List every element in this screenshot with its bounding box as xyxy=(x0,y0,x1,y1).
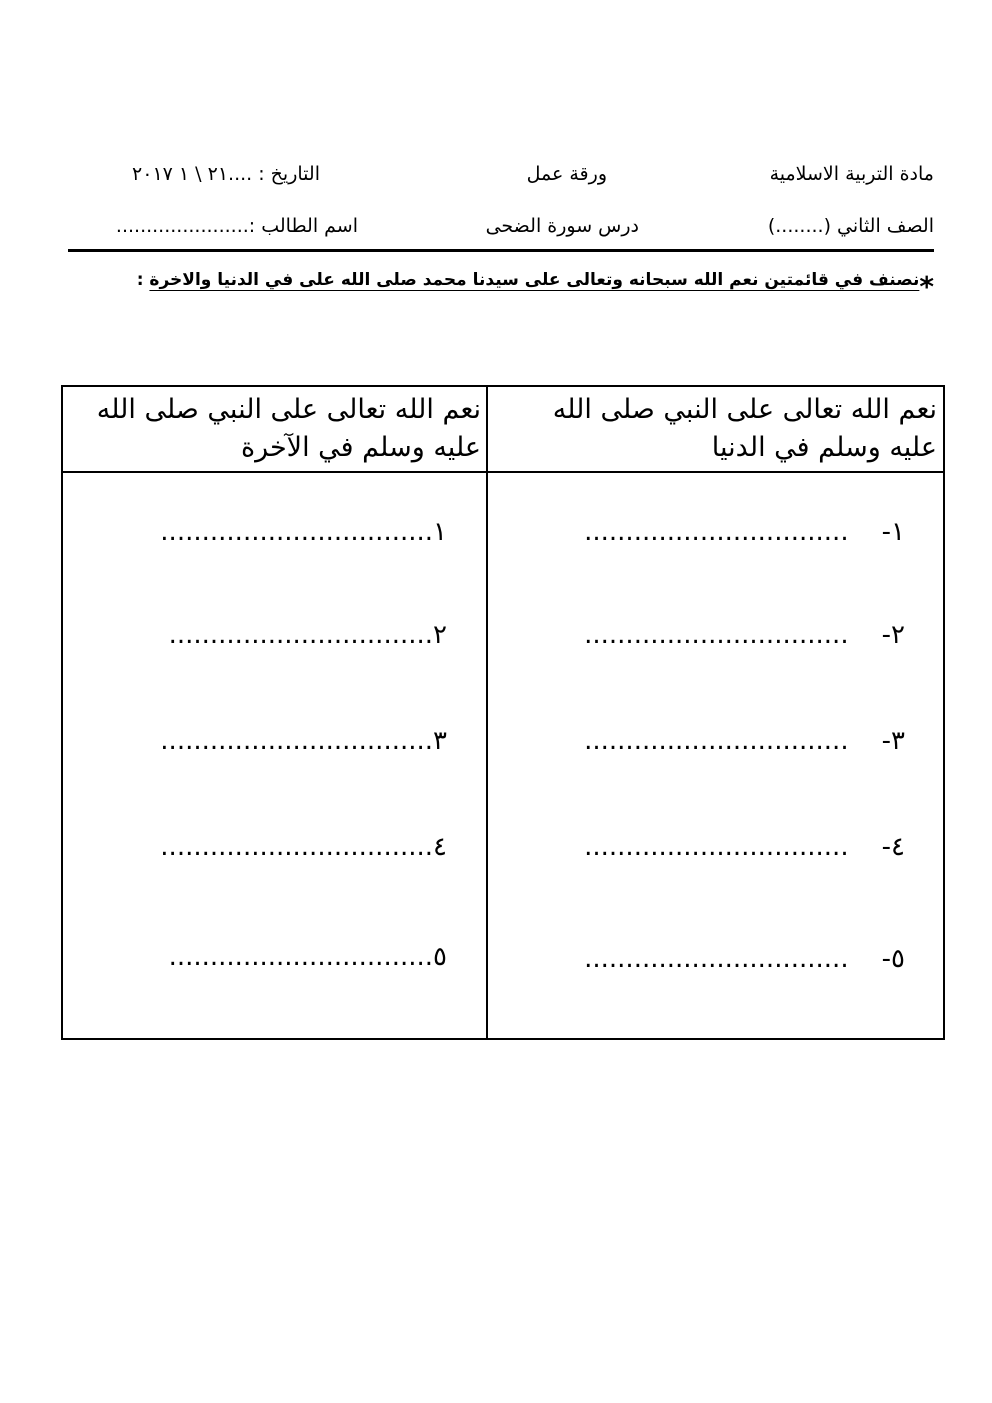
answer-blank[interactable]: ................................ xyxy=(584,620,849,650)
list-item xyxy=(584,832,905,862)
instruction-text: نصنف في قائمتين نعم الله سبحانه وتعالى على سيدنا محمد صلى الله على في الدنيا والاخرة xyxy=(149,270,920,290)
subject-label: مادة التربية الاسلامية xyxy=(769,163,934,185)
answer-blank[interactable]: ................................ xyxy=(168,620,434,650)
column-divider xyxy=(486,387,488,1038)
item-number: ٣- xyxy=(881,726,905,756)
answer-blank[interactable]: ................................ xyxy=(584,517,849,547)
answer-blank[interactable]: ................................. xyxy=(160,517,434,547)
classification-table xyxy=(61,385,945,1040)
header-row-divider xyxy=(63,471,943,473)
list-item xyxy=(169,620,447,650)
grade-label: الصف الثاني (........) xyxy=(767,215,934,237)
worksheet-title: ورقة عمل xyxy=(526,163,607,185)
list-item xyxy=(160,726,447,756)
item-number: ٤- xyxy=(881,832,905,862)
lesson-label: درس سورة الضحى xyxy=(485,215,639,237)
list-item xyxy=(584,620,905,650)
answer-blank[interactable]: ................................. xyxy=(160,832,434,862)
list-item xyxy=(584,517,905,547)
item-number: ١ xyxy=(433,517,447,547)
instruction xyxy=(137,270,934,303)
list-item xyxy=(160,832,447,862)
item-number: ٥- xyxy=(881,944,905,974)
answer-blank[interactable]: ................................ xyxy=(584,832,849,862)
header-divider xyxy=(68,249,934,252)
column-header-hereafter: نعم الله تعالى على النبي صلى الله عليه وسلم في الآخرة xyxy=(96,394,481,463)
list-item xyxy=(584,726,905,756)
answer-blank[interactable]: ................................ xyxy=(168,942,434,972)
item-number: ٢- xyxy=(881,620,905,650)
item-number: ٤ xyxy=(433,832,447,862)
item-number: ١- xyxy=(881,517,905,547)
item-number: ٢ xyxy=(433,620,447,650)
answer-blank[interactable]: ................................. xyxy=(160,726,434,756)
list-item xyxy=(169,942,447,972)
answer-blank[interactable]: ................................ xyxy=(584,944,849,974)
instruction-colon: : xyxy=(136,270,150,290)
date-field: التاريخ : ....٢١ \ ١ ٢٠١٧ xyxy=(132,163,320,185)
student-name-field: اسم الطالب :...................... xyxy=(115,215,358,237)
asterisk-icon: * xyxy=(919,270,934,303)
column-header-world: نعم الله تعالى على النبي صلى الله عليه وسلم في الدنيا xyxy=(552,394,937,463)
list-item xyxy=(584,944,905,974)
answer-blank[interactable]: ................................ xyxy=(584,726,849,756)
list-item xyxy=(160,517,447,547)
item-number: ٣ xyxy=(433,726,447,756)
item-number: ٥ xyxy=(433,942,447,972)
